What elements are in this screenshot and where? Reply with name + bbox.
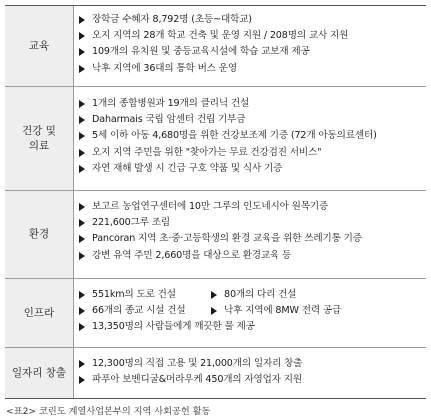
bullet-triangle-icon [79,100,85,108]
bullet-triangle-icon [79,235,85,243]
list-item-cell: 낙후 지역에 8MW 전력 공급 [211,303,341,319]
list-item: 보고르 농업연구센터에 10만 그루의 인도네시아 원목기증 [79,199,422,215]
list-item: 221,600그루 조림 [79,215,422,231]
bullet-triangle-icon [79,252,85,260]
list-item: 109개의 유치원 및 중등교육시설에 학습 교보재 제공 [79,44,422,60]
list-item: 낙후 지역에 36대의 통학 버스 운영 [79,61,422,77]
item-list [74,6,426,86]
item-list [74,279,426,347]
list-item: 오지 지역 주민을 위한 "찾아가는 무료 건강검진 서비스" [79,145,422,161]
bullet-triangle-icon [79,219,85,227]
category-health: 건강 및 의료 [5,87,74,190]
list-item [79,303,422,319]
bullet-triangle-icon [79,32,85,40]
table-row-education [5,6,426,87]
list-item-cell: 551km의 도로 건설 [79,287,197,303]
item-list [74,191,426,278]
bullet-triangle-icon [79,376,85,384]
list-item-cell: 80개의 다리 건설 [211,287,296,303]
list-item-cell: 66개의 종교 시설 건설 [79,303,197,319]
list-item: 5세 이하 아동 4,680명을 위한 건강보조제 기증 (72개 아동의료센터) [79,128,422,144]
csr-activity-table [5,5,426,399]
list-item: 오지 지역의 28개 학교 건축 및 운영 지원 / 208명의 교사 지원 [79,28,422,44]
category-environment: 환경 [5,191,74,278]
list-item: 강변 유역 주민 2,660명을 대상으로 환경교육 등 [79,248,422,264]
list-item: 12,300명의 직접 고용 및 21,000개의 일자리 창출 [79,356,422,372]
item-list [74,348,426,398]
category-infrastructure: 인프라 [5,279,74,347]
bullet-triangle-icon [79,116,85,124]
bullet-triangle-icon [79,360,85,368]
table-caption: <표2> 코린도 계열사업본부의 지역 사회공헌 활동 [6,406,211,417]
category-jobs: 일자리 창출 [5,348,74,398]
bullet-triangle-icon [211,307,217,315]
category-education: 교육 [5,6,74,86]
bullet-triangle-icon [79,16,85,24]
bullet-triangle-icon [211,291,217,299]
list-item [79,287,422,303]
bullet-triangle-icon [79,149,85,157]
list-item: Daharmais 국립 암센터 건립 기부금 [79,112,422,128]
bullet-triangle-icon [79,291,85,299]
table-row-environment [5,191,426,279]
bullet-triangle-icon [79,323,85,331]
bullet-triangle-icon [79,307,85,315]
bullet-triangle-icon [79,65,85,73]
list-item: 13,350명의 사람들에게 깨끗한 물 제공 [79,319,422,335]
bullet-triangle-icon [79,203,85,211]
bullet-triangle-icon [79,165,85,173]
list-item: 1개의 종합병원과 19개의 클리닉 건설 [79,96,422,112]
list-item: 파푸아 보벤디굴&머라우케 450개의 자영업자 지원 [79,372,422,388]
table-row-jobs [5,348,426,398]
list-item: 장학금 수혜자 8,792명 (초등~대학교) [79,12,422,28]
list-item: Pancoran 지역 초·중·고등학생의 환경 교육을 위한 쓰레기통 기증 [79,231,422,247]
bullet-triangle-icon [79,132,85,140]
bullet-triangle-icon [79,48,85,56]
list-item: 자연 재해 발생 시 긴급 구호 약품 및 식사 기증 [79,161,422,177]
table-row-infrastructure [5,279,426,348]
item-list [74,87,426,190]
table-row-health [5,87,426,191]
